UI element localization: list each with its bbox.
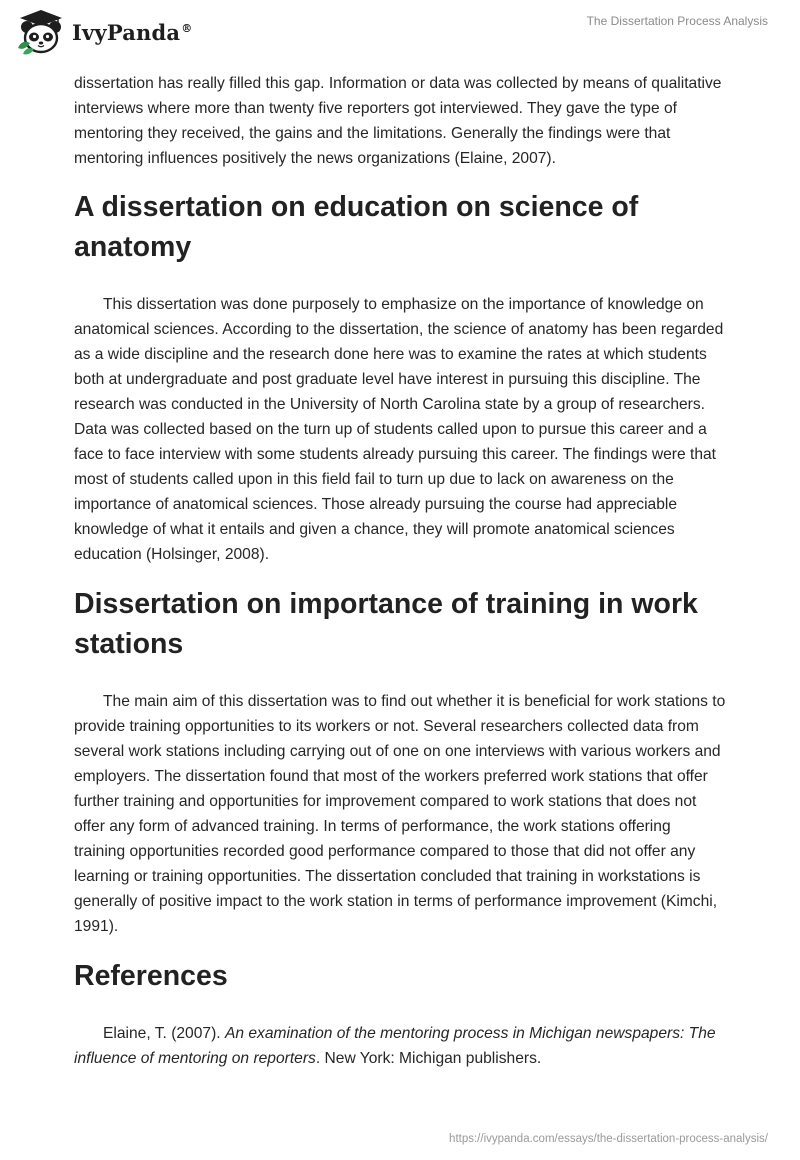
section-paragraph-anatomy: This dissertation was done purposely to emphasize on the importance of knowledge on anatomical sciences. According to the dissertation, the science of anatomy has been regarded as a wide discipline and the research done here was to examine the rates at which students both at undergraduate and post graduate level have interest in pursuing this discipline. The research was conducted in the University of North Carolina state by a group of researchers. Data was collected based on the turn up of students called upon to pursue this career and a face to face interview with some students already pursuing this career. The findings were that most of students called upon in this field fail to turn up due to lack on awareness on the importance of anatomical sciences. Those already pursuing the course had appreciable knowledge of what it entails and given a chance, they will promote anatomical sciences education (Holsinger, 2008). xyxy=(74,296,724,563)
intro-paragraph: dissertation has really filled this gap. Information or data was collected by means of qualitative interviews where more than twenty five reporters got interviewed. They gave the type of mentoring they received, the gains and the limitations. Generally the findings were that mentoring influences positively the news organizations (Elaine, 2007). xyxy=(74,75,722,167)
registered-mark: ® xyxy=(181,21,193,35)
source-url[interactable]: https://ivypanda.com/essays/the-dissertation-process-analysis/ xyxy=(449,1133,768,1145)
reference-title: An examination of the mentoring process in Michigan newspapers: The influence of mentoring on reporters xyxy=(74,1025,716,1067)
reference-author-year: Elaine, T. (2007). xyxy=(103,1025,225,1042)
section-heading-anatomy: A dissertation on education on science of anatomy xyxy=(74,191,639,263)
page-header xyxy=(0,0,800,60)
document-title: The Dissertation Process Analysis xyxy=(586,14,768,28)
logo-wordmark: IvyPanda® xyxy=(72,19,193,45)
essay-content xyxy=(74,71,726,1071)
section-heading-training: Dissertation on importance of training in work stations xyxy=(74,588,698,660)
reference-publisher: . New York: Michigan publishers. xyxy=(315,1050,542,1067)
section-paragraph-training: The main aim of this dissertation was to find out whether it is beneficial for work stations to provide training opportunities to its workers or not. Several researchers collected data from several work stations including carrying out of one on one interviews with various workers and employers. The dissertation found that most of the workers preferred work stations that offer further training and opportunities for improvement compared to work stations that does not offer any form of advanced training. In terms of performance, the work stations offering training opportunities recorded good performance compared to those that did not offer any learning or training opportunities. The dissertation concluded that training in workstations is generally of positive impact to the work station in terms of performance improvement (Kimchi, 1991). xyxy=(74,693,726,935)
reference-item xyxy=(74,1021,726,1071)
ivypanda-logo[interactable] xyxy=(14,8,192,56)
references-heading: References xyxy=(74,960,228,992)
panda-graduate-icon xyxy=(14,8,68,56)
